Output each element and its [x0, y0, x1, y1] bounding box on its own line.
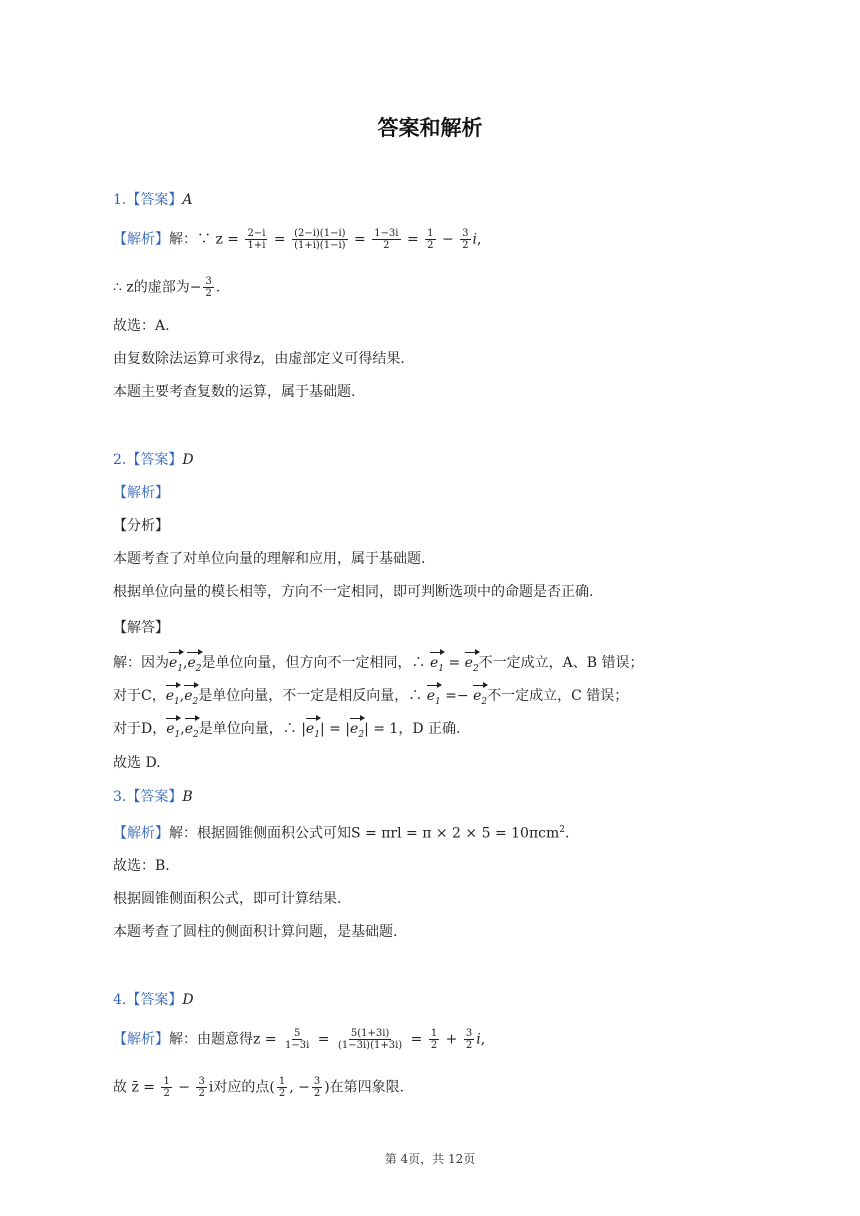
q3-analysis-tag: 【解析】	[113, 825, 169, 842]
q4-point-x: $\frac{1}{2}$	[278, 1076, 286, 1099]
q1-summary-line: 本题主要考查复数的运算，属于基础题.	[113, 384, 356, 400]
q1-answer-line	[113, 190, 192, 210]
q2-solution-line-1: 解：因为$e_1,e_2$是单位向量，但方向不一定相同，∴ $e_1 = e_2$不一定成立，A、B 错误；	[113, 653, 644, 679]
q1-answer-tag: 【答案】	[126, 192, 183, 208]
q4-analysis-line: 【解析】解：由题意得z = $\frac{5}{1-3i}$ = $\frac{5(1+3i)}{(1-3i)(1+3i)}$ = $\frac{1}{2}$ + $\frac{3}{2}$ i,	[113, 1028, 486, 1051]
q2-jieda-tag: 【解答】	[113, 620, 169, 636]
q4-answer-tag: 【答案】	[126, 992, 183, 1008]
q4-number: 4.	[113, 992, 127, 1008]
q1-imaginary-fraction: $\frac{3}{2}$	[205, 276, 212, 299]
q3-number: 3.	[113, 789, 127, 805]
q4-fraction-2: $\frac{5(1+3i)}{(1-3i)(1+3i)}$	[337, 1028, 403, 1051]
q3-answer-tag: 【答案】	[126, 789, 183, 805]
q4-point-y: $\frac{3}{2}$	[313, 1076, 321, 1099]
q2-analysis-tag: 【解析】	[113, 485, 169, 501]
q2-choice-line: 故选 D.	[113, 755, 161, 771]
q3-answer-value: B	[182, 789, 193, 805]
page-footer: 第 4页，共 12页	[384, 1152, 476, 1166]
q4-conj-fraction-2: $\frac{3}{2}$	[198, 1076, 205, 1099]
q3-summary-line: 本题考查了圆柱的侧面积计算问题，是基础题.	[113, 924, 398, 940]
q2-fenxi-tag: 【分析】	[113, 518, 169, 534]
q1-fraction-5: $\frac{3}{2}$	[462, 228, 469, 251]
q2-answer-value: D	[182, 452, 194, 468]
q2-answer-tag: 【答案】	[126, 452, 183, 468]
q1-number: 1.	[113, 192, 127, 208]
q4-fraction-3: $\frac{1}{2}$	[430, 1028, 438, 1051]
q2-answer-line	[113, 450, 194, 470]
q2-number: 2.	[113, 452, 127, 468]
q3-method-line: 根据圆锥侧面积公式，即可计算结果.	[113, 891, 342, 907]
q1-imaginary-line: ∴ z的虚部为− $\frac{3}{2}$ .	[113, 276, 221, 299]
q1-fraction-3: $\frac{1-3i}{2}$	[374, 228, 399, 251]
q2-fenxi-text-2: 根据单位向量的模长相等，方向不一定相同，即可判断选项中的命题是否正确.	[113, 584, 594, 600]
q2-solution-line-3: 对于D，$e_1,e_2$是单位向量，∴ $|e_1| = |e_2| = 1$，D 正确.	[113, 719, 460, 745]
q1-answer-value: A	[182, 192, 193, 208]
q2-solution-line-2: 对于C，$e_1,e_2$是单位向量，不一定是相反向量，∴ $e_1 =- e_2$不一定成立，C 错误；	[113, 686, 628, 712]
page-title: 答案和解析	[377, 116, 483, 140]
q4-answer-line	[113, 990, 194, 1010]
q4-fraction-1: $\frac{5}{1-3i}$	[285, 1028, 310, 1051]
q4-fraction-4: $\frac{3}{2}$	[465, 1028, 473, 1051]
q1-method-line: 由复数除法运算可求得z，由虚部定义可得结果.	[113, 351, 405, 367]
q1-analysis-text: 解：∵ z =	[169, 231, 244, 248]
q2-fenxi-text-1: 本题考查了对单位向量的理解和应用，属于基础题.	[113, 551, 426, 567]
q4-conjugate-line: 故 z̄ = $\frac{1}{2}$ − $\frac{3}{2}$ i对应的点( $\frac{1}{2}$ , − $\frac{3}{2}$ )在第四象限.	[113, 1076, 405, 1099]
q3-analysis-line: 【解析】解：根据圆锥侧面积公式可知S = πrl = π × 2 × 5 = 10πcm$^2$.	[113, 825, 570, 842]
q1-analysis-line: 【解析】解：∵ z = $\frac{2-i}{1+i}$ = $\frac{(2-i)(1-i)}{(1+i)(1-i)}$ = $\frac{1-3i}{2}$ = $\frac{1}{2}$ − $\frac{3}{2}$ i,	[113, 228, 482, 251]
q3-answer-line	[113, 787, 193, 807]
q1-imaginary-text: ∴ z的虚部为−	[113, 279, 202, 296]
q3-choice-line: 故选：B.	[113, 858, 170, 874]
q1-choice-line: 故选：A.	[113, 318, 170, 334]
q1-fraction-4: $\frac{1}{2}$	[427, 228, 434, 251]
q1-analysis-tag: 【解析】	[113, 231, 169, 248]
q4-analysis-tag: 【解析】	[113, 1031, 169, 1048]
q4-conj-fraction-1: $\frac{1}{2}$	[163, 1076, 170, 1099]
q4-answer-value: D	[182, 992, 194, 1008]
q1-fraction-1: $\frac{2-i}{1+i}$	[247, 228, 266, 251]
q1-fraction-2: $\frac{(2-i)(1-i)}{(1+i)(1-i)}$	[294, 228, 346, 251]
